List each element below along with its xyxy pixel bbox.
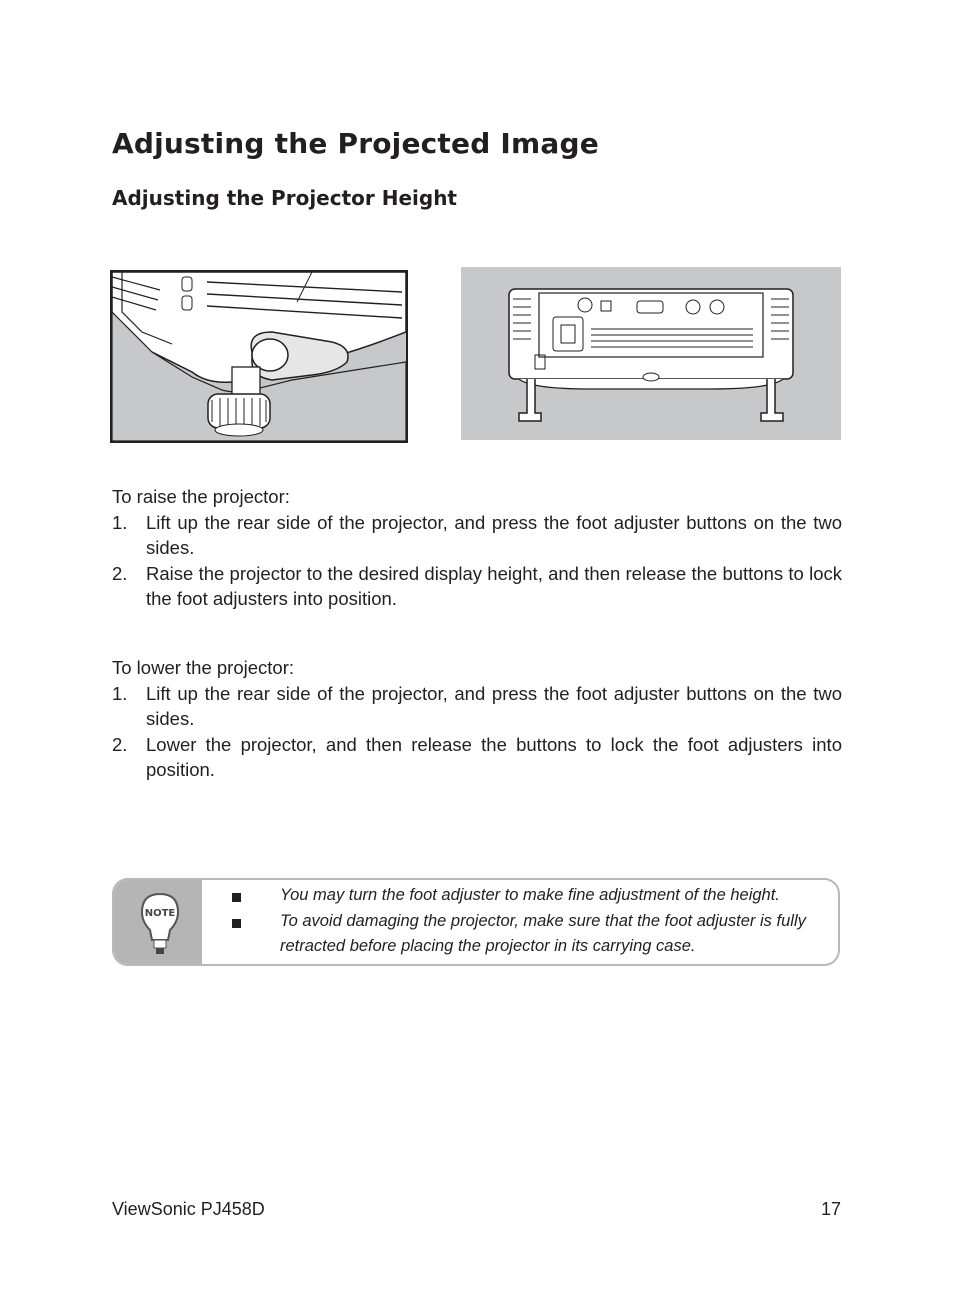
note-item-text: You may turn the foot adjuster to make fine adjustment of the height. [280, 886, 780, 904]
step-number: 1. [112, 682, 128, 704]
lightbulb-note-icon [114, 880, 202, 966]
lower-instructions [112, 655, 842, 783]
foot-adjuster-closeup-illustration [110, 270, 408, 443]
footer-product: ViewSonic PJ458D [112, 1199, 265, 1219]
bullet-icon [232, 919, 241, 928]
step-number: 1. [112, 511, 128, 533]
lower-step [112, 681, 842, 732]
page-number: 17 [820, 1199, 841, 1219]
raise-intro: To raise the projector: [112, 486, 290, 507]
note-item [232, 883, 820, 909]
note-icon-label: NOTE [144, 908, 176, 919]
section-title: Adjusting the Projector Height [112, 186, 457, 210]
step-text: Raise the projector to the desired display height, and then release the buttons to lock the foot adjusters into position. [146, 562, 842, 610]
projector-rear-view-illustration [461, 267, 841, 440]
note-box [112, 878, 840, 966]
raise-step [112, 561, 842, 612]
page-title: Adjusting the Projected Image [112, 127, 599, 160]
bullet-icon [232, 893, 241, 902]
raise-step [112, 510, 842, 561]
step-text: Lift up the rear side of the projector, and press the foot adjuster buttons on the two sides. [146, 511, 842, 559]
step-text: Lift up the rear side of the projector, and press the foot adjuster buttons on the two sides. [146, 682, 842, 730]
lower-step [112, 732, 842, 783]
step-text: Lower the projector, and then release the buttons to lock the foot adjusters into position. [146, 733, 842, 781]
step-number: 2. [112, 562, 128, 584]
lower-intro: To lower the projector: [112, 657, 295, 678]
raise-instructions [112, 484, 842, 612]
note-item-text: To avoid damaging the projector, make sure that the foot adjuster is fully retracted before placing the projector in its carrying case. [280, 911, 806, 956]
note-sidebar [114, 880, 202, 964]
note-item [232, 909, 820, 960]
step-number: 2. [112, 733, 128, 755]
